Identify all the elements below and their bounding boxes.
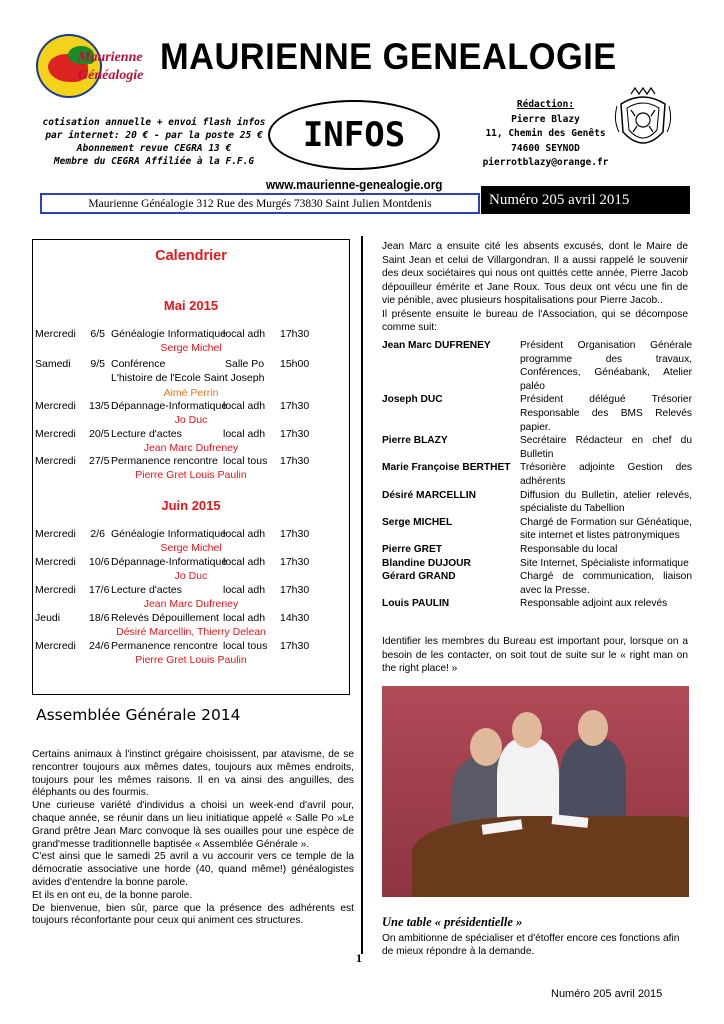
bureau-list <box>382 339 692 611</box>
month-heading: Juin 2015 <box>161 498 221 513</box>
article-paragraph: De bienvenue, bien sûr, parce que la présence des adhérents est toujours réconfortante pour ceux qui animent ces structures. <box>32 902 354 927</box>
event-date: 20/5 <box>89 428 110 440</box>
bureau-member <box>382 339 692 393</box>
website-url[interactable]: www.maurienne-genealogie.org <box>266 177 443 192</box>
calendar-event <box>33 400 349 430</box>
bureau-member <box>382 597 692 611</box>
event-location: local adh <box>223 612 266 624</box>
event-day: Mercredi <box>35 428 76 440</box>
calendar-event <box>33 328 349 358</box>
event-activity: Relevés Dépouillement <box>111 612 219 624</box>
infos-badge: INFOS <box>268 100 440 170</box>
event-host: Désiré Marcellin, Thierry Delean <box>116 626 266 638</box>
footer-issue: Numéro 205 avril 2015 <box>551 988 663 1000</box>
member-role: Président délégué Trésorier Responsable des BMS Relevés papier. <box>520 394 692 433</box>
event-activity: Dépannage-Informatique <box>111 556 228 568</box>
event-location: local adh <box>223 556 266 568</box>
event-topic: L'histoire de l'Ecole Saint Joseph <box>111 372 265 384</box>
bureau-member <box>382 543 692 557</box>
event-time: 17h30 <box>280 455 310 467</box>
bureau-member <box>382 516 692 543</box>
event-date: 10/6 <box>89 556 110 568</box>
article-paragraph: Une curieuse variété d'individus a choisi un week-end d'avril pour, chaque année, se réunir dans un lieu initiatique appelé « Salle Po »Le Grand prêtre Jean Marc convoque là ses ouailles pour une espèce de grand'messe traditionnelle baptisée « Assemblée Générale ». <box>32 800 354 850</box>
photo-caption: Une table « présidentielle » <box>382 915 523 929</box>
member-role: Président Organisation Générale programme des travaux, Conférences, Généabank, Atelier paléo <box>520 340 692 392</box>
member-name: Pierre BLAZY <box>382 435 448 447</box>
redaction-email: pierrotblazy@orange.fr <box>482 157 609 168</box>
event-host: Pierre Gret Louis Paulin <box>135 469 247 481</box>
event-time: 17h30 <box>280 400 310 412</box>
article-paragraph: Il présente ensuite le bureau de l'Association, qui se décompose comme suit: <box>382 308 688 333</box>
address-box: Maurienne Généalogie 312 Rue des Murgés 73830 Saint Julien Montdenis <box>40 193 480 214</box>
event-day: Mercredi <box>35 400 76 412</box>
event-location: local adh <box>223 428 266 440</box>
member-name: Jean Marc DUFRENEY <box>382 340 491 351</box>
calendar-event <box>33 428 349 458</box>
article-paragraph: Certains animaux à l'instinct grégaire choisissent, par atavisme, de se rencontrer toujours aux mêmes dates, toujours aux mêmes endroits, toujours pour les mêmes raisons. Il en va ainsi des anguilles, des éléphants ou des fourmis. <box>32 749 354 799</box>
bureau-member <box>382 557 692 571</box>
redaction-label: Rédaction: <box>516 99 575 110</box>
event-date: 27/5 <box>89 455 110 467</box>
member-role: Diffusion du Bulletin, atelier relevés, spécialiste du Tabellion <box>520 489 692 515</box>
calendar-box <box>32 239 350 695</box>
redaction-line: Pierre Blazy <box>511 113 580 125</box>
member-name: Louis PAULIN <box>382 598 450 610</box>
column-divider <box>361 236 363 954</box>
member-name: Désiré MARCELLIN <box>382 489 476 501</box>
event-day: Mercredi <box>35 455 76 467</box>
person-figure <box>497 738 559 828</box>
calendar-event <box>33 640 349 670</box>
redaction-line: 74600 SEYNOD <box>511 142 580 154</box>
event-host: Jean Marc Dufreney <box>143 442 239 454</box>
event-day: Mercredi <box>35 556 76 568</box>
article-continuation <box>382 240 688 335</box>
redaction-line: 11, Chemin des Genêts <box>485 128 606 139</box>
event-location: local adh <box>223 528 266 540</box>
event-day: Mercredi <box>35 528 76 540</box>
article-title: Assemblée Générale 2014 <box>36 706 241 724</box>
subscription-line: Membre du CEGRA Affiliée à la F.F.G <box>53 156 255 167</box>
article-paragraph: Et ils en ont eu, de la bonne parole. <box>32 889 193 901</box>
event-host: Serge Michel <box>160 542 222 554</box>
event-date: 17/6 <box>89 584 110 596</box>
calendar-event <box>33 584 349 614</box>
bureau-member <box>382 393 692 434</box>
event-activity: Lecture d'actes <box>111 584 182 596</box>
bureau-member <box>382 489 692 516</box>
member-role: Responsable adjoint aux relevés <box>520 598 668 610</box>
event-time: 17h30 <box>280 584 310 596</box>
bureau-member <box>382 461 692 488</box>
bureau-member <box>382 434 692 461</box>
member-name: Marie Françoise BERTHET <box>382 462 511 474</box>
logo-emblem <box>36 34 102 98</box>
event-host: Jo Duc <box>174 414 208 426</box>
calendar-event <box>33 612 349 642</box>
event-activity: Lecture d'actes <box>111 428 182 440</box>
article-body <box>32 749 354 928</box>
event-date: 18/6 <box>89 612 110 624</box>
coat-of-arms-icon <box>613 86 673 158</box>
page-number: 1 <box>356 951 362 965</box>
subscription-info <box>40 116 268 168</box>
event-location: local adh <box>223 400 266 412</box>
event-host: Aimé Perrin <box>163 387 219 399</box>
event-time: 17h30 <box>280 328 310 340</box>
event-activity: Conférence <box>111 358 166 370</box>
event-day: Mercredi <box>35 640 76 652</box>
logo-text-line-1: Maurienne <box>78 50 143 65</box>
bureau-note: Identifier les membres du Bureau est important pour, lorsque on a besoin de les contacter, on soit tout de suite sur le « right man on the right place! » <box>382 636 688 674</box>
article-paragraph: C'est ainsi que le samedi 25 avril a vu accourir vers ce temple de la démocratie associative une horde (40, quand même!) généalogistes avides d'entendre la bonne parole. <box>32 851 354 888</box>
newsletter-title: MAURIENNE GENEALOGIE <box>160 36 617 77</box>
event-day: Mercredi <box>35 584 76 596</box>
event-activity: Généalogie Informatique <box>111 528 226 540</box>
month-heading: Mai 2015 <box>163 298 219 313</box>
member-name: Joseph DUC <box>382 394 443 406</box>
person-head <box>578 710 608 746</box>
event-location: local adh <box>223 328 266 340</box>
event-location: local tous <box>223 640 268 652</box>
event-day: Jeudi <box>35 612 61 624</box>
event-time: 14h30 <box>280 612 310 624</box>
event-date: 2/6 <box>90 528 105 540</box>
event-day: Mercredi <box>35 328 76 340</box>
event-location: local tous <box>223 455 268 467</box>
event-date: 6/5 <box>90 328 105 340</box>
event-activity: Généalogie Informatique <box>111 328 226 340</box>
subscription-line: Abonnement revue CEGRA 13 € <box>76 143 232 154</box>
event-time: 17h30 <box>280 428 310 440</box>
calendar-event <box>33 556 349 586</box>
calendar-event <box>33 455 349 485</box>
member-name: Blandine DUJOUR <box>382 557 471 569</box>
event-day: Samedi <box>35 358 71 370</box>
table-surface <box>412 816 689 897</box>
event-time: 17h30 <box>280 528 310 540</box>
member-name: Pierre GRET <box>382 543 443 555</box>
bureau-member <box>382 570 692 597</box>
person-head <box>470 728 502 766</box>
event-date: 9/5 <box>90 358 105 370</box>
caption-body: On ambitionne de spécialiser et d'étoffer encore ces fonctions afin de mieux répondre à la demande. <box>382 933 680 957</box>
article-paragraph: Jean Marc a ensuite cité les absents excusés, dont le Maire de Saint Jean et celui de Villargondran. Il a aussi rappelé le souvenir des deux sociétaires qui nous ont quittés cette année, Pierre Jacob dépouilleur émérite et Jane Roux. Tous deux ont vécu une fin de vie pénible, avec plusieurs hospitalisations pour Pierre Jacob.. <box>382 241 688 306</box>
person-head <box>512 712 542 748</box>
member-role: Responsable du local <box>520 543 618 555</box>
member-name: Gérard GRAND <box>382 571 456 583</box>
calendar-event <box>33 528 349 558</box>
event-host: Jo Duc <box>174 570 208 582</box>
event-date: 13/5 <box>89 400 110 412</box>
member-role: Trésorière adjointe Gestion des adhérents <box>520 462 692 487</box>
event-activity: Dépannage-Informatique <box>111 400 228 412</box>
meeting-photo <box>382 686 689 897</box>
member-role: Chargé de Formation sur Généatique, site internet et listes patronymiques <box>520 516 692 542</box>
event-location: Salle Po <box>225 358 265 370</box>
event-activity: Permanence rencontre <box>111 455 218 467</box>
event-time: 15h00 <box>280 358 310 370</box>
event-location: local adh <box>223 584 266 596</box>
subscription-line: cotisation annuelle + envoi flash infos <box>42 117 266 128</box>
issue-banner: Numéro 205 avril 2015 <box>481 186 690 214</box>
event-time: 17h30 <box>280 640 310 652</box>
member-name: Serge MICHEL <box>382 516 453 528</box>
event-date: 24/6 <box>89 640 110 652</box>
member-role: Site Internet, Spécialiste informatique <box>520 557 689 569</box>
calendar-event <box>33 358 349 402</box>
maurienne-genealogie-logo <box>34 30 162 102</box>
member-role: Secrétaire Rédacteur en chef du Bulletin <box>520 435 692 460</box>
person-figure <box>560 738 626 828</box>
event-host: Jean Marc Dufreney <box>143 598 239 610</box>
logo-text-line-2: Généalogie <box>78 68 144 83</box>
event-host: Pierre Gret Louis Paulin <box>135 654 247 666</box>
redaction-block <box>468 98 623 171</box>
event-time: 17h30 <box>280 556 310 568</box>
member-role: Chargé de communication, liaison avec la Presse. <box>520 571 692 596</box>
calendar-title: Calendrier <box>155 248 227 264</box>
event-activity: Permanence rencontre <box>111 640 218 652</box>
subscription-line: par internet: 20 € - par la poste 25 € <box>45 130 263 141</box>
event-host: Serge Michel <box>160 342 222 354</box>
